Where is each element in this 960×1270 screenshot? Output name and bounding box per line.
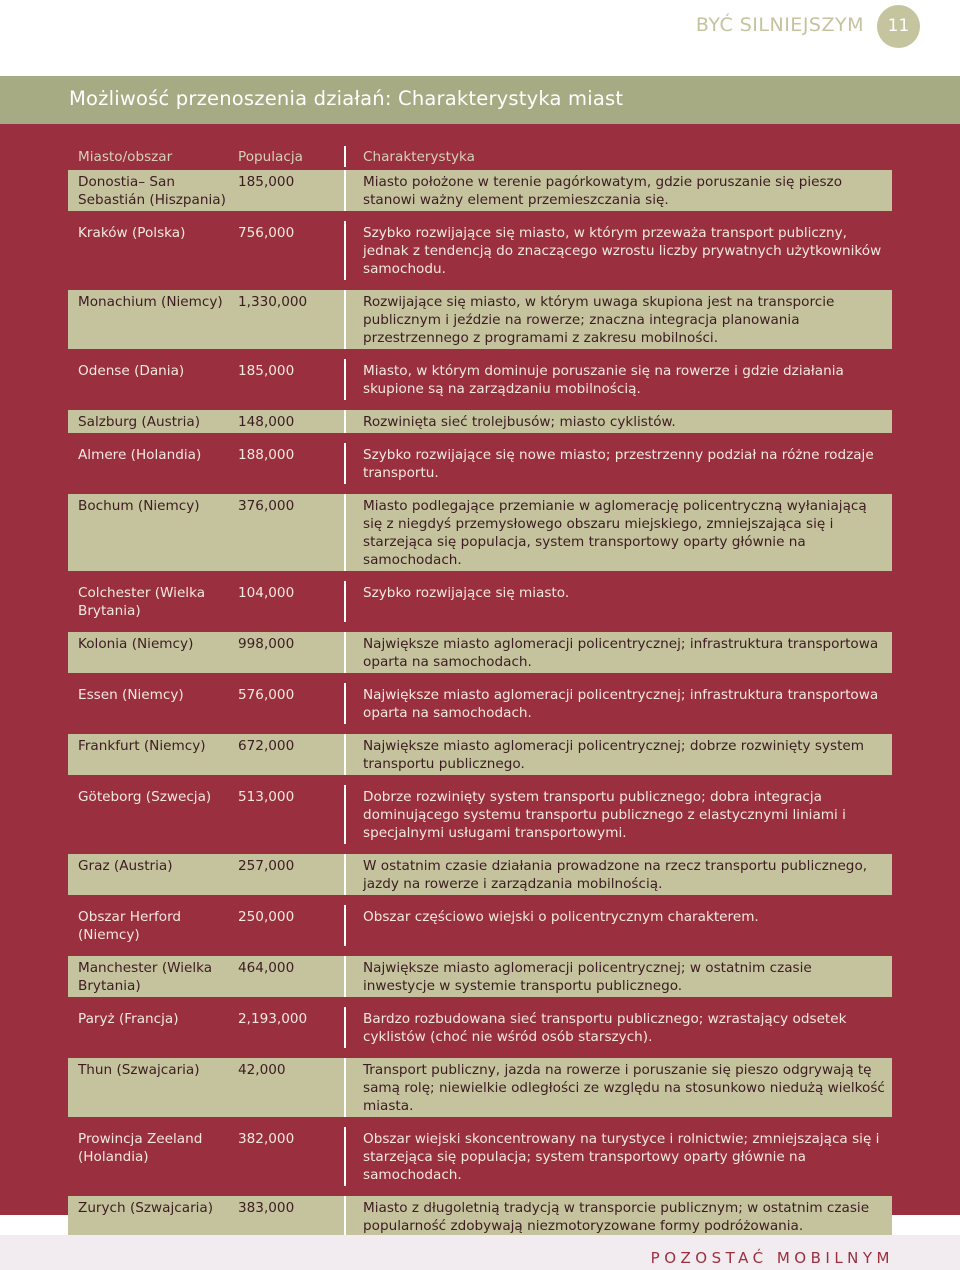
table-row bbox=[68, 734, 892, 775]
description-cell: Miasto, w którym dominuje poruszanie się na rowerze i gdzie działania skupione są na zarządzaniu mobilnością. bbox=[346, 359, 892, 400]
page-number-badge: 11 bbox=[877, 5, 920, 48]
population-cell: 1,330,000 bbox=[237, 290, 346, 349]
population-cell: 2,193,000 bbox=[237, 1007, 346, 1048]
table-row bbox=[68, 683, 892, 724]
population-cell: 42,000 bbox=[237, 1058, 346, 1117]
description-cell: Największe miasto aglomeracji policentrycznej; w ostatnim czasie inwestycje w systemie transportu publicznego. bbox=[346, 956, 892, 997]
population-cell: 464,000 bbox=[237, 956, 346, 997]
population-cell: 148,000 bbox=[237, 410, 346, 433]
population-cell: 188,000 bbox=[237, 443, 346, 484]
city-cell: Obszar Herford (Niemcy) bbox=[68, 905, 237, 946]
description-cell: Największe miasto aglomeracji policentrycznej; dobrze rozwinięty system transportu publicznego. bbox=[346, 734, 892, 775]
population-cell: 998,000 bbox=[237, 632, 346, 673]
description-cell: Rozwinięta sieć trolejbusów; miasto cyklistów. bbox=[346, 410, 892, 433]
population-cell: 383,000 bbox=[237, 1196, 346, 1237]
city-cell: Thun (Szwajcaria) bbox=[68, 1058, 237, 1117]
section-title: Możliwość przenoszenia działań: Charakterystyka miast bbox=[69, 87, 624, 110]
section-title-band bbox=[0, 76, 960, 124]
description-cell: W ostatnim czasie działania prowadzone na rzecz transportu publicznego, jazdy na rowerze i zarządzania mobilnością. bbox=[346, 854, 892, 895]
city-cell: Monachium (Niemcy) bbox=[68, 290, 237, 349]
population-cell: 185,000 bbox=[237, 359, 346, 400]
table-row bbox=[68, 1007, 892, 1048]
table-row bbox=[68, 170, 892, 211]
city-cell: Frankfurt (Niemcy) bbox=[68, 734, 237, 775]
column-header-characteristics: Charakterystyka bbox=[363, 149, 475, 165]
table-row bbox=[68, 854, 892, 895]
population-cell: 257,000 bbox=[237, 854, 346, 895]
city-cell: Graz (Austria) bbox=[68, 854, 237, 895]
description-cell: Szybko rozwijające się miasto, w którym przeważa transport publiczny, jednak z tendencją do znaczącego wzrostu liczby prywatnych użytkowników samochodu. bbox=[346, 221, 892, 280]
description-cell: Bardzo rozbudowana sieć transportu publicznego; wzrastający odsetek cyklistów (choć nie wśród osób starszych). bbox=[346, 1007, 892, 1048]
description-cell: Szybko rozwijające się miasto. bbox=[346, 581, 892, 622]
running-title: BYĆ SILNIEJSZYM bbox=[695, 14, 864, 36]
table-row bbox=[68, 494, 892, 571]
table-row bbox=[68, 1127, 892, 1186]
table-row bbox=[68, 410, 892, 433]
table-row bbox=[68, 785, 892, 844]
description-cell: Miasto położone w terenie pagórkowatym, gdzie poruszanie się pieszo stanowi ważny element przemieszczania się. bbox=[346, 170, 892, 211]
table-row bbox=[68, 581, 892, 622]
city-cell: Salzburg (Austria) bbox=[68, 410, 237, 433]
city-cell: Almere (Holandia) bbox=[68, 443, 237, 484]
description-cell: Największe miasto aglomeracji policentrycznej; infrastruktura transportowa oparta na samochodach. bbox=[346, 683, 892, 724]
city-cell: Göteborg (Szwecja) bbox=[68, 785, 237, 844]
population-cell: 672,000 bbox=[237, 734, 346, 775]
description-cell: Dobrze rozwinięty system transportu publicznego; dobra integracja dominującego systemu transportu publicznego z elastycznymi liniami i specjalnymi usługami transportowymi. bbox=[346, 785, 892, 844]
city-cell: Bochum (Niemcy) bbox=[68, 494, 237, 571]
population-cell: 104,000 bbox=[237, 581, 346, 622]
population-cell: 376,000 bbox=[237, 494, 346, 571]
population-cell: 382,000 bbox=[237, 1127, 346, 1186]
footer-band bbox=[0, 1235, 960, 1270]
city-cell: Manchester (Wielka Brytania) bbox=[68, 956, 237, 997]
column-header-city: Miasto/obszar bbox=[78, 149, 173, 165]
column-header-population: Populacja bbox=[237, 146, 346, 167]
table-panel bbox=[0, 124, 960, 1234]
population-cell: 513,000 bbox=[237, 785, 346, 844]
city-cell: Paryż (Francja) bbox=[68, 1007, 237, 1048]
city-cell: Kraków (Polska) bbox=[68, 221, 237, 280]
table-row bbox=[68, 1058, 892, 1117]
description-cell: Rozwijające się miasto, w którym uwaga skupiona jest na transporcie publicznym i jeździe na rowerze; znaczna integracja planowania przestrzennego z programami z zakresu mobilności. bbox=[346, 290, 892, 349]
cities-table bbox=[68, 146, 892, 1247]
description-cell: Największe miasto aglomeracji policentrycznej; infrastruktura transportowa oparta na samochodach. bbox=[346, 632, 892, 673]
table-row bbox=[68, 956, 892, 997]
table-header-row bbox=[68, 146, 892, 167]
city-cell: Essen (Niemcy) bbox=[68, 683, 237, 724]
table-row bbox=[68, 443, 892, 484]
city-cell: Kolonia (Niemcy) bbox=[68, 632, 237, 673]
table-row bbox=[68, 359, 892, 400]
city-cell: Colchester (Wielka Brytania) bbox=[68, 581, 237, 622]
population-cell: 576,000 bbox=[237, 683, 346, 724]
table-row bbox=[68, 221, 892, 280]
city-cell: Donostia– San Sebastián (Hiszpania) bbox=[68, 170, 237, 211]
city-cell: Zurych (Szwajcaria) bbox=[68, 1196, 237, 1237]
table-row bbox=[68, 632, 892, 673]
description-cell: Szybko rozwijające się nowe miasto; przestrzenny podział na różne rodzaje transportu. bbox=[346, 443, 892, 484]
city-cell: Prowincja Zeeland (Holandia) bbox=[68, 1127, 237, 1186]
description-cell: Obszar wiejski skoncentrowany na turystyce i rolnictwie; zmniejszająca się i starzejąca się populacja; system transportowy oparty głównie na samochodach. bbox=[346, 1127, 892, 1186]
city-cell: Odense (Dania) bbox=[68, 359, 237, 400]
population-cell: 756,000 bbox=[237, 221, 346, 280]
description-cell: Obszar częściowo wiejski o policentrycznym charakterem. bbox=[346, 905, 892, 946]
description-cell: Miasto podlegające przemianie w aglomerację policentryczną wyłaniającą się z niegdyś przemysłowego obszaru miejskiego, zmniejszająca się i starzejąca się populacja, system transportowy oparty głównie na samochodach. bbox=[346, 494, 892, 571]
running-header bbox=[0, 0, 960, 76]
description-cell: Transport publiczny, jazda na rowerze i poruszanie się pieszo odgrywają tę samą rolę; niewielkie odległości ze względu na stosunkowo niedużą wielkość miasta. bbox=[346, 1058, 892, 1117]
population-cell: 250,000 bbox=[237, 905, 346, 946]
table-row bbox=[68, 1196, 892, 1237]
table-row bbox=[68, 905, 892, 946]
footer-title: POZOSTAĆ MOBILNYM bbox=[650, 1249, 894, 1267]
population-cell: 185,000 bbox=[237, 170, 346, 211]
description-cell: Miasto z długoletnią tradycją w transporcie publicznym; w ostatnim czasie popularność zdobywają niezmotoryzowane formy podróżowania. bbox=[346, 1196, 892, 1237]
table-row bbox=[68, 290, 892, 349]
